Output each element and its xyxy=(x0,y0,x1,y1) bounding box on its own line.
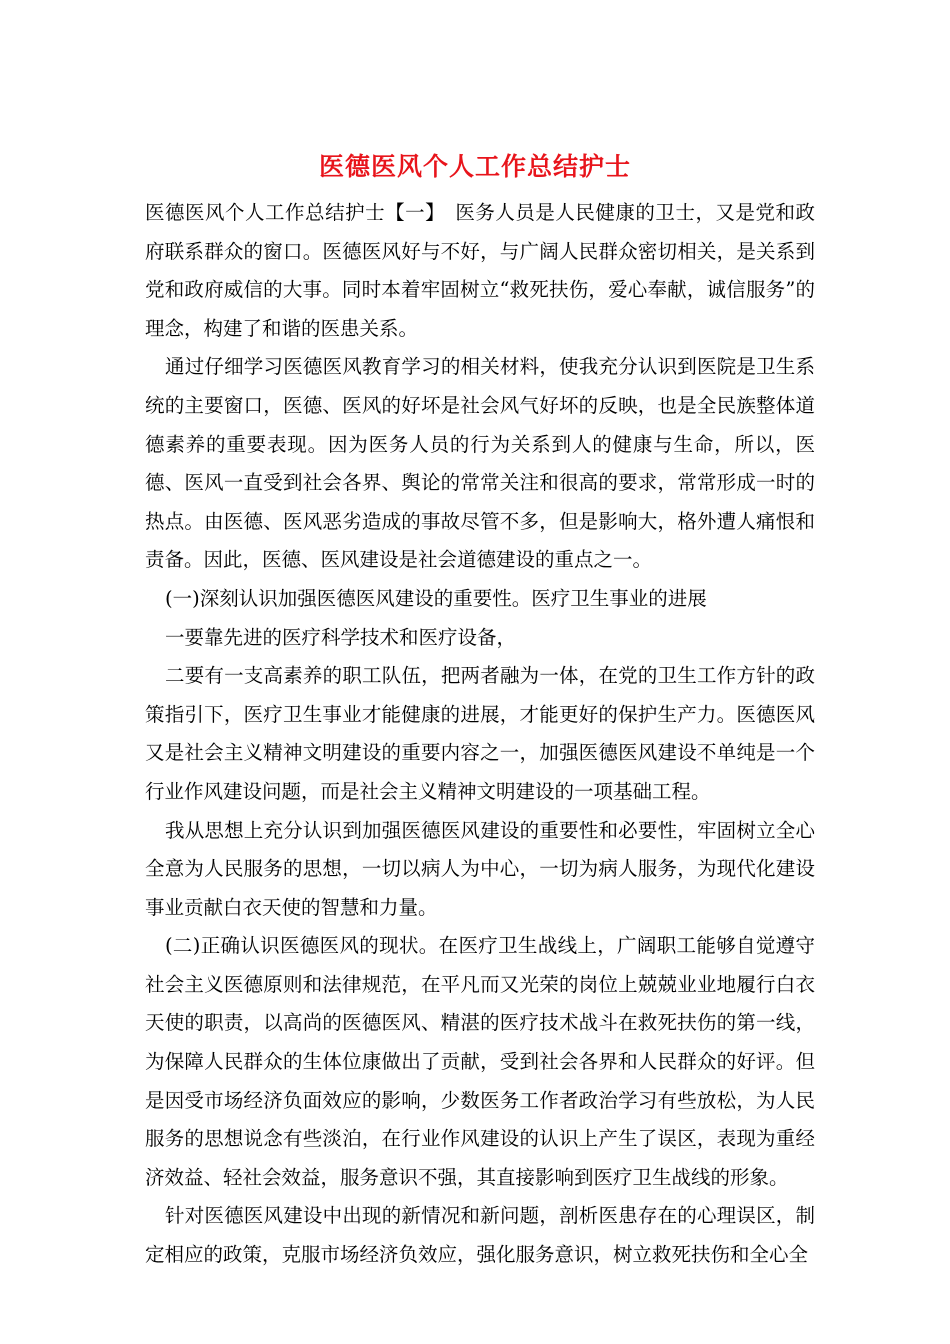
document-body xyxy=(145,194,815,1275)
paragraph-section-one-heading: (一)深刻认识加强医德医风建设的重要性。医疗卫生事业的进展 xyxy=(165,586,707,610)
paragraph-section-two: (二)正确认识医德医风的现状。在医疗卫生战线上，广阔职工能够自觉遵守社会主义医德原则和法律规范，在平凡而又光荣的岗位上兢兢业业地履行白衣天使的职责，以高尚的医德医风、精湛的医疗技术战斗在救死扶伤的第一线，为保障人民群众的生体位康做出了贡献，受到社会各界和人民群众的好评。但是因受市场经济负面效应的影响，少数医务工作者政治学习有些放松，为人民服务的思想说念有些淡泊，在行业作风建设的认识上产生了误区，表现为重经济效益、轻社会效益，服务意识不强，其直接影响到医疗卫生战线的形象。 xyxy=(145,934,815,1189)
paragraph-intro: 医德医风个人工作总结护士【一】 医务人员是人民健康的卫士，又是党和政府联系群众的窗口。医德医风好与不好，与广阔人民群众密切相关，是关系到党和政府威信的大事。同时本着牢固树立“救死扶伤，爱心奉献，诚信服务”的理念，构建了和谐的医患关系。 xyxy=(145,201,815,340)
paragraph-point-two: 二要有一支高素养的职工队伍，把两者融为一体，在党的卫生工作方针的政策指引下，医疗卫生事业才能健康的进展，才能更好的保护生产力。医德医风又是社会主义精神文明建设的重要内容之一，加强医德医风建设不单纯是一个行业作风建设问题，而是社会主义精神文明建设的一项基础工程。 xyxy=(145,664,815,803)
paragraph-study: 通过仔细学习医德医风教育学习的相关材料，使我充分认识到医院是卫生系统的主要窗口，医德、医风的好坏是社会风气好坏的反映，也是全民族整体道德素养的重要表现。因为医务人员的行为关系到人的健康与生命，所以，医德、医风一直受到社会各界、舆论的常常关注和很高的要求，常常形成一时的热点。由医德、医风恶劣造成的事故尽管不多，但是影响大，格外遭人痛恨和责备。因此，医德、医风建设是社会道德建设的重点之一。 xyxy=(145,355,815,572)
paragraph-point-one: 一要靠先进的医疗科学技术和医疗设备， xyxy=(165,625,517,649)
paragraph-measures: 针对医德医风建设中出现的新情况和新问题，剖析医患存在的心理误区，制定相应的政策，克服市场经济负效应，强化服务意识，树立救死扶伤和全心全 xyxy=(145,1204,815,1267)
document-title: 医德医风个人工作总结护士 xyxy=(318,152,631,181)
paragraph-awareness: 我从思想上充分认识到加强医德医风建设的重要性和必要性，牢固树立全心全意为人民服务的思想，一切以病人为中心，一切为病人服务，为现代化建设事业贡献白衣天使的智慧和力量。 xyxy=(145,818,815,919)
